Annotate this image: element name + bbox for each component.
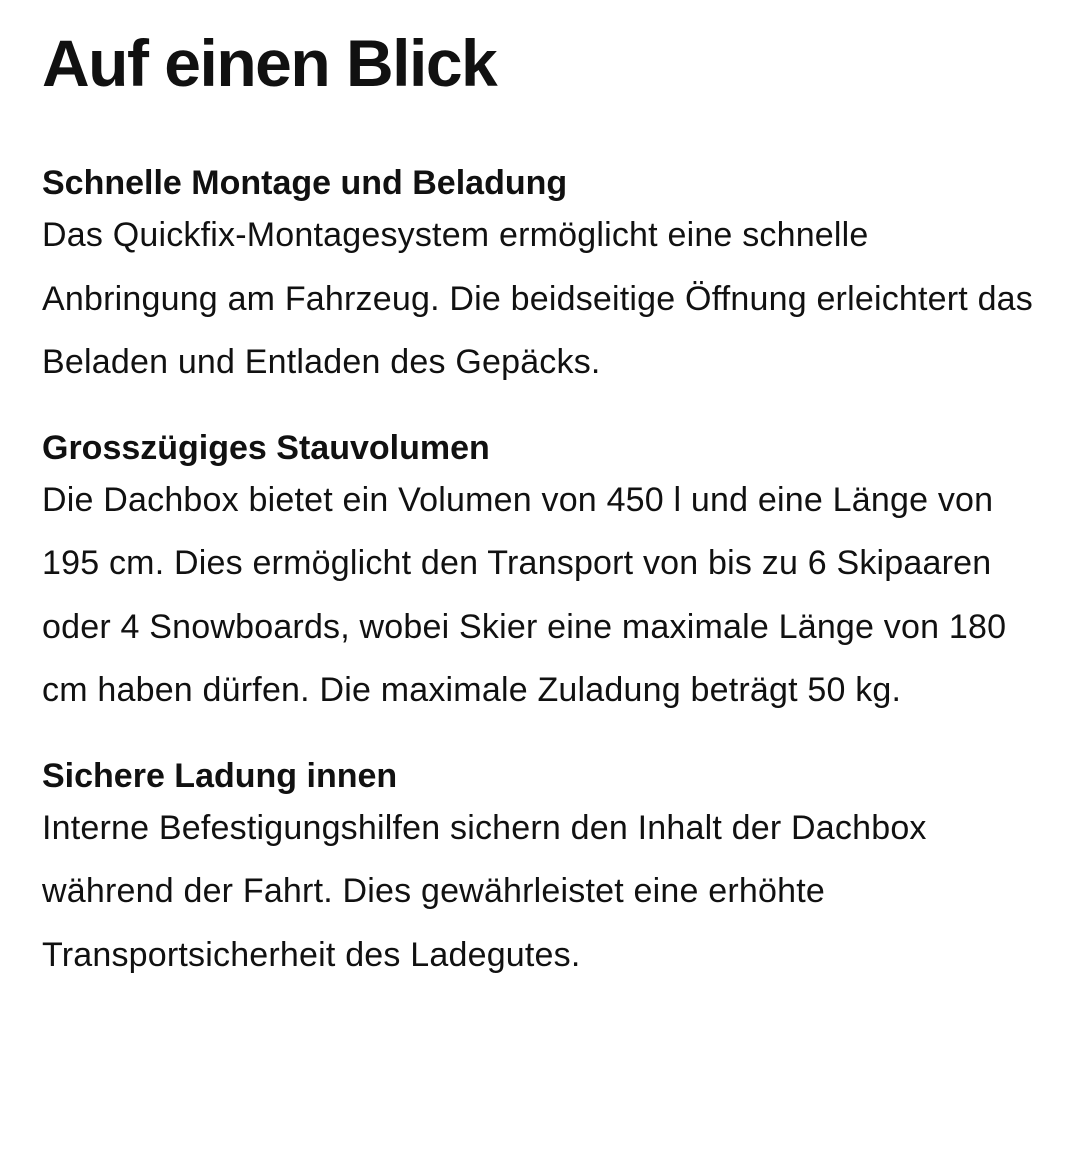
- section-heading: Sichere Ladung innen: [42, 756, 398, 795]
- section-storage-volume: [42, 427, 1052, 723]
- product-highlights: [42, 22, 1052, 987]
- page-title: Auf einen Blick: [42, 26, 497, 100]
- section-heading: Schnelle Montage und Beladung: [42, 164, 568, 202]
- section-heading: Grosszügiges Stauvolumen: [42, 428, 490, 467]
- section-body: Das Quickfix-Montagesystem ermöglicht eine schnelle Anbringung am Fahrzeug. Die beidseitige Öffnung erleichtert das Beladen und Entladen des Gepäcks.: [42, 216, 1033, 381]
- section-quick-mounting: [42, 162, 1052, 395]
- section-secure-load: [42, 755, 1052, 988]
- section-body: Interne Befestigungshilfen sichern den Inhalt der Dachbox während der Fahrt. Dies gewährleistet eine erhöhte Transportsicherheit des Ladegutes.: [42, 808, 927, 974]
- section-body: Die Dachbox bietet ein Volumen von 450 l und eine Länge von 195 cm. Dies ermöglicht den Transport von bis zu 6 Skipaaren oder 4 Snowboards, wobei Skier eine maximale Länge von 180 cm haben dürfen. Die maximale Zuladung beträgt 50 kg.: [42, 480, 1007, 709]
